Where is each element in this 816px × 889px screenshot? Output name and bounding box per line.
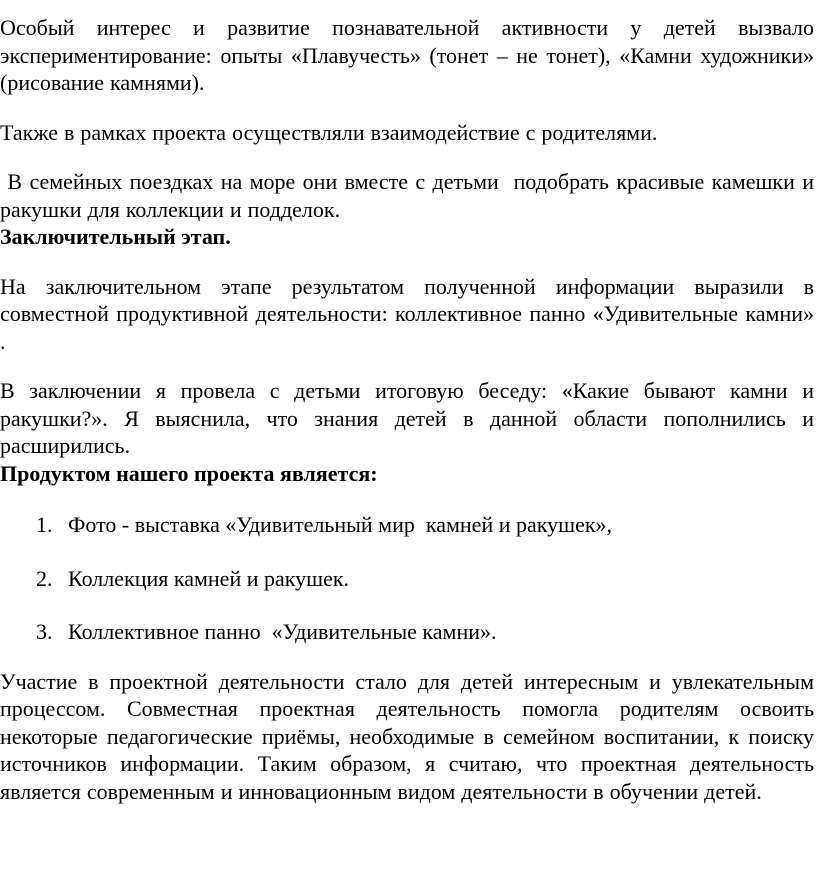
list-item	[0, 618, 816, 646]
list-item	[0, 565, 816, 593]
paragraph-experiments: Особый интерес и развитие познавательной активности у детей вызвало экспериментирование: опыты «Плавучесть» (тонет – не тонет), «Камни художники» (рисование камнями).	[0, 15, 814, 95]
heading-final-stage: Заключительный этап.	[0, 224, 231, 249]
paragraph-conclusion: В заключении я провела с детьми итоговую беседу: «Какие бывают камни и ракушки?». Я выяснила, что знания детей в данной области пополнились и расширились.	[0, 378, 814, 458]
paragraph-trips: В семейных поездках на море они вместе с детьми подобрать красивые камешки и ракушки для коллекции и подделок.	[0, 169, 815, 222]
paragraph-summary: Участие в проектной деятельности стало для детей интересным и увлекательным процессом. Совместная проектная деятельность помогла родителям освоить некоторые педагогические приёмы, необходимые в семейном воспитании, к поиску источников информации. Таким образом, я считаю, что проектная деятельность является современным и инновационным видом деятельности в обучении детей.	[0, 668, 814, 804]
list-text: Коллективное панно «Удивительные камни».	[68, 619, 497, 644]
list-text: Коллекция камней и ракушек.	[68, 565, 350, 591]
list-text: Фото - выставка «Удивительный мир камней и ракушек»,	[68, 512, 613, 537]
list-item	[0, 511, 816, 539]
list-number: 3.	[36, 619, 53, 644]
heading-product: Продуктом нашего проекта является:	[0, 460, 378, 486]
paragraph-final-stage: На заключительном этапе результатом полученной информации выразили в совместной продуктивной деятельности: коллективное панно «Удивительные камни» .	[0, 273, 814, 354]
product-list	[0, 511, 816, 646]
list-number: 1.	[36, 512, 53, 537]
list-number: 2.	[36, 565, 53, 591]
paragraph-parents: Также в рамках проекта осуществляли взаимодействие с родителями.	[0, 119, 658, 145]
